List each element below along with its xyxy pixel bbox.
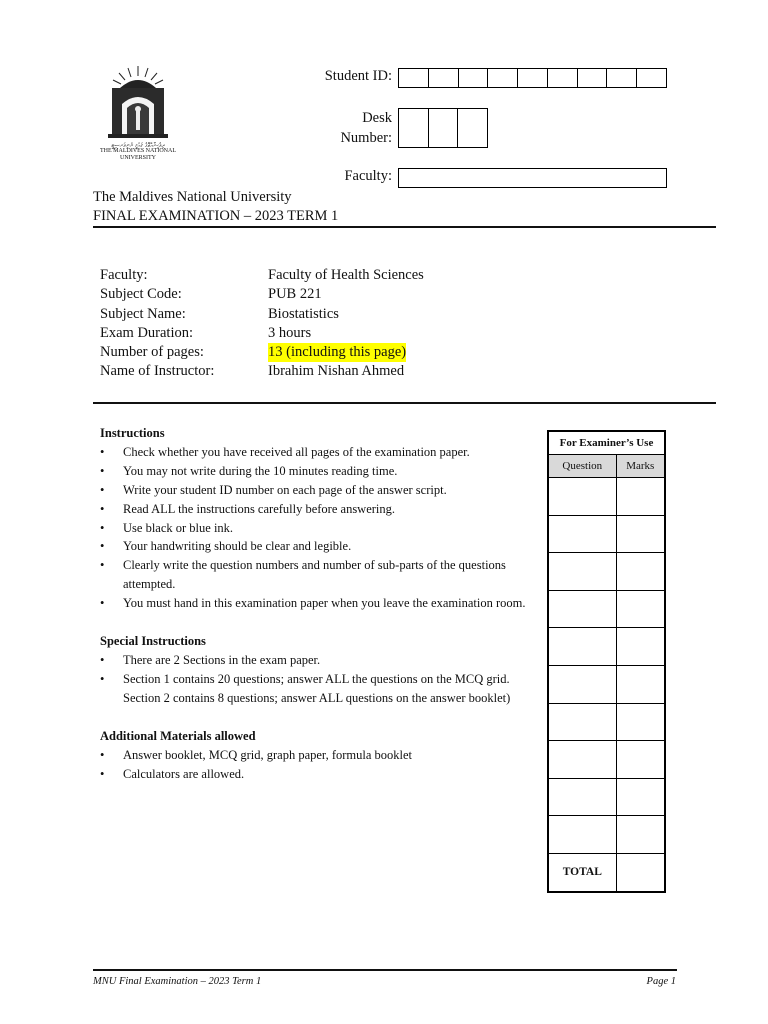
materials-heading: Additional Materials allowed (100, 728, 256, 743)
instruction-item: • Clearly write the question numbers and number of sub-parts of the questions attempted. (100, 556, 530, 594)
detail-value: PUB 221 (268, 286, 322, 303)
special-instructions-list (100, 651, 530, 708)
student-id-grid[interactable] (398, 68, 667, 88)
question-cell[interactable] (548, 741, 616, 779)
detail-row (100, 362, 424, 381)
detail-row (100, 305, 424, 324)
detail-value: 13 (including this page) (268, 343, 406, 362)
examiner-table-title: For Examiner’s Use (548, 431, 665, 455)
detail-row (100, 285, 424, 304)
question-cell[interactable] (548, 816, 616, 854)
question-cell[interactable] (548, 515, 616, 553)
svg-text:ދިވެހިރާއްޖޭގެ ޤައުމީ ޔުނިވަރސ: ދިވެހިރާއްޖޭގެ ޤައުމީ ޔުނިވަރސިޓީ (111, 142, 165, 149)
question-column-header: Question (548, 455, 616, 478)
faculty-input-box[interactable] (398, 168, 667, 188)
logo-caption (90, 148, 186, 162)
detail-value: Faculty of Health Sciences (268, 267, 424, 283)
instruction-item: • Check whether you have received all pages of the examination paper. (100, 443, 530, 462)
question-cell[interactable] (548, 778, 616, 816)
detail-key: Faculty: (100, 267, 148, 283)
exam-header (93, 188, 338, 226)
examiner-table (547, 430, 666, 893)
materials-list (100, 746, 530, 784)
exam-details (100, 266, 424, 382)
detail-key: Subject Code: (100, 286, 182, 303)
question-cell[interactable] (548, 665, 616, 703)
desk-label-line2: Number: (340, 130, 392, 146)
marks-cell[interactable] (616, 515, 665, 553)
header-rule (93, 226, 716, 228)
detail-row (100, 266, 424, 285)
desk-number-grid[interactable] (398, 108, 488, 148)
page-number: Page 1 (646, 976, 676, 987)
detail-value: 3 hours (268, 324, 312, 341)
marks-cell[interactable] (616, 478, 665, 516)
detail-row (100, 324, 424, 343)
logo-caption-line2: UNIVERSITY (120, 155, 156, 161)
question-cell[interactable] (548, 590, 616, 628)
special-instruction-item: • Section 1 contains 20 questions; answer ALL the questions on the MCQ grid. Section 2 contains 8 questions; answer ALL questions on the answer booklet) (100, 670, 530, 708)
university-name: The Maldives National University (93, 189, 292, 205)
desk-label-line1: Desk (362, 110, 392, 126)
detail-key: Exam Duration: (100, 324, 194, 341)
marks-cell[interactable] (616, 703, 665, 741)
special-instruction-item: • There are 2 Sections in the exam paper. (100, 651, 530, 670)
desk-number-label (290, 108, 392, 148)
detail-key: Subject Name: (100, 305, 186, 322)
detail-value: Biostatistics (268, 305, 339, 322)
logo-caption-line1: THE MALDIVES NATIONAL (100, 148, 176, 154)
details-rule (93, 402, 716, 404)
instruction-item: • Read ALL the instructions carefully before answering. (100, 500, 530, 519)
footer-left: MNU Final Examination – 2023 Term 1 (93, 976, 262, 987)
instructions-heading: Instructions (100, 426, 165, 440)
marks-cell[interactable] (616, 553, 665, 591)
question-cell[interactable] (548, 478, 616, 516)
instruction-item: • Your handwriting should be clear and legible. (100, 537, 530, 556)
total-marks-cell[interactable] (616, 853, 665, 891)
instruction-item: • You may not write during the 10 minutes reading time. (100, 462, 530, 481)
marks-cell[interactable] (616, 590, 665, 628)
faculty-field-label: Faculty: (344, 168, 392, 184)
material-item: • Answer booklet, MCQ grid, graph paper, formula booklet (100, 746, 530, 765)
special-instructions-heading: Special Instructions (100, 634, 206, 649)
detail-row (100, 343, 424, 362)
student-id-label: Student ID: (324, 68, 392, 84)
question-cell[interactable] (548, 628, 616, 666)
exam-title: FINAL EXAMINATION – 2023 TERM 1 (93, 208, 339, 224)
instructions-list (100, 443, 530, 613)
total-label: TOTAL (548, 853, 616, 891)
material-item: • Calculators are allowed. (100, 765, 530, 784)
instruction-item: • You must hand in this examination paper when you leave the examination room. (100, 594, 530, 613)
detail-value: Ibrahim Nishan Ahmed (268, 363, 405, 380)
marks-cell[interactable] (616, 816, 665, 854)
marks-cell[interactable] (616, 741, 665, 779)
question-cell[interactable] (548, 703, 616, 741)
marks-column-header: Marks (616, 455, 665, 478)
question-cell[interactable] (548, 553, 616, 591)
marks-cell[interactable] (616, 778, 665, 816)
instructions-block (100, 424, 530, 783)
detail-key: Number of pages: (100, 344, 204, 361)
marks-cell[interactable] (616, 628, 665, 666)
instruction-item: • Use black or blue ink. (100, 519, 530, 538)
footer-rule (93, 969, 677, 971)
instruction-item: • Write your student ID number on each page of the answer script. (100, 481, 530, 500)
detail-key: Name of Instructor: (100, 363, 215, 380)
marks-cell[interactable] (616, 665, 665, 703)
